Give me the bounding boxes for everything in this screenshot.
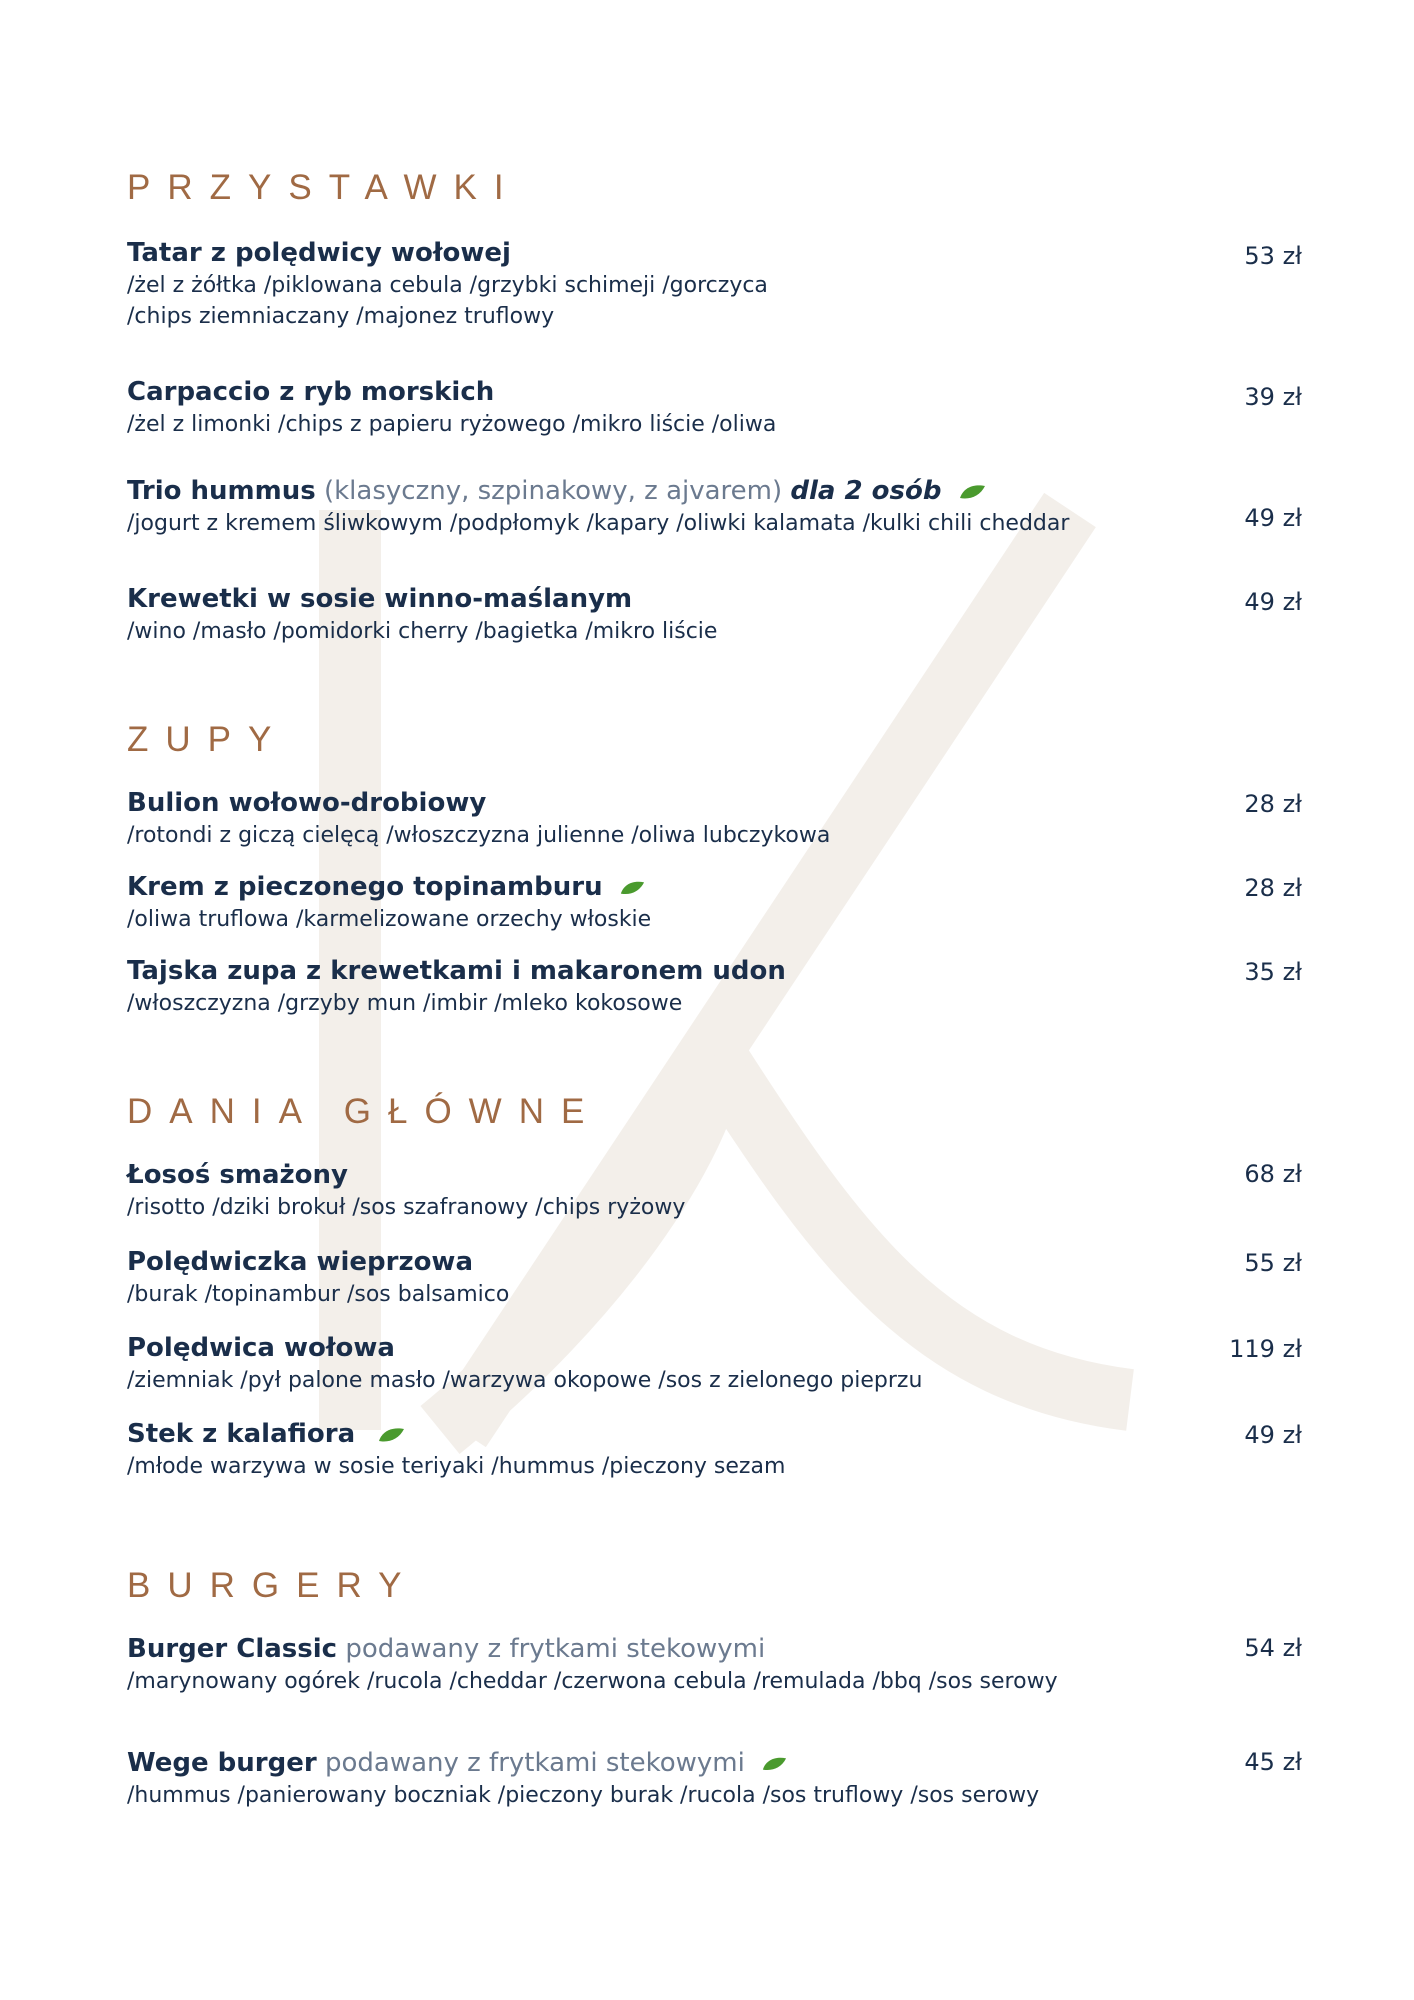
leaf-icon [958,484,986,500]
section-title-starters: PRZYSTAWKI [127,168,521,207]
menu-item-krem-topinambur [127,870,1302,935]
item-price: 53 zł [1244,242,1302,270]
item-price: 49 zł [1244,1421,1302,1449]
item-name: Stek z kalafiora [127,1419,356,1449]
item-description: /oliwa truflowa /karmelizowane orzechy włoskie [127,907,652,932]
menu-item-burger-classic [127,1632,1302,1697]
item-description: /burak /topinambur /sos balsamico [127,1282,510,1307]
item-description: /żel z żółtka /piklowana cebula /grzybki schimeji /gorczyca [127,273,768,298]
item-description: /marynowany ogórek /rucola /cheddar /czerwona cebula /remulada /bbq /sos serowy [127,1669,1058,1694]
item-description: /ziemniak /pył palone masło /warzywa okopowe /sos z zielonego pieprzu [127,1368,923,1393]
item-name: Trio hummus [127,476,316,506]
section-title-burgers: BURGERY [127,1566,419,1605]
menu-item-trio-hummus [127,474,1302,539]
item-description: /rotondi z giczą cielęcą /włoszczyzna julienne /oliwa lubczykowa [127,823,831,848]
item-price: 68 zł [1244,1160,1302,1188]
menu-item-wege-burger [127,1746,1302,1811]
item-name: Polędwiczka wieprzowa [127,1247,473,1277]
item-description: /jogurt z kremem śliwkowym /podpłomyk /kapary /oliwki kalamata /kulki chili cheddar [127,511,1070,536]
menu-item-bulion [127,786,1302,851]
menu-item-tajska-zupa [127,954,1302,1019]
item-price: 28 zł [1244,874,1302,902]
menu-item-stek-kalafior [127,1417,1302,1482]
menu-item-tatar [127,236,1302,332]
item-name: Polędwica wołowa [127,1333,395,1363]
item-price: 55 zł [1244,1249,1302,1277]
item-name: Wege burger [127,1748,317,1778]
leaf-icon [619,880,645,896]
item-description: /włoszczyzna /grzyby mun /imbir /mleko kokosowe [127,991,683,1016]
item-price: 54 zł [1244,1634,1302,1662]
menu-item-krewetki [127,582,1302,647]
menu-item-poledwiczka [127,1245,1302,1310]
item-name: Tatar z polędwicy wołowej [127,238,511,268]
item-name: Tajska zupa z krewetkami i makaronem udon [127,956,786,986]
leaf-icon [377,1427,405,1443]
item-price: 119 zł [1229,1335,1302,1363]
item-note: dla 2 osób [790,476,942,506]
item-name: Bulion wołowo-drobiowy [127,788,487,818]
item-price: 35 zł [1244,958,1302,986]
item-name: Krem z pieczonego topinamburu [127,872,603,902]
menu-item-carpaccio [127,375,1302,440]
item-price: 39 zł [1244,383,1302,411]
item-price: 28 zł [1244,790,1302,818]
item-description: /hummus /panierowany boczniak /pieczony burak /rucola /sos truflowy /sos serowy [127,1783,1040,1808]
item-description: /wino /masło /pomidorki cherry /bagietka /mikro liście [127,619,718,644]
item-price: 49 zł [1244,504,1302,532]
item-name: Łosoś smażony [127,1160,348,1190]
item-description: /risotto /dziki brokuł /sos szafranowy /chips ryżowy [127,1195,686,1220]
menu-item-losos [127,1158,1302,1223]
item-description: /żel z limonki /chips z papieru ryżowego /mikro liście /oliwa [127,412,777,437]
item-name: Krewetki w sosie winno-maślanym [127,584,633,614]
item-extra: podawany z frytkami stekowymi [345,1634,766,1664]
item-description: /chips ziemniaczany /majonez truflowy [127,304,555,329]
menu-item-poledwica [127,1331,1302,1396]
item-extra: (klasyczny, szpinakowy, z ajvarem) [323,476,783,506]
item-name: Carpaccio z ryb morskich [127,377,495,407]
item-price: 49 zł [1244,588,1302,616]
section-title-mains: DANIA GŁÓWNE [127,1092,602,1131]
item-name: Burger Classic [127,1634,338,1664]
leaf-icon [761,1756,787,1772]
section-title-soups: ZUPY [127,720,289,759]
item-description: /młode warzywa w sosie teriyaki /hummus /pieczony sezam [127,1454,786,1479]
item-extra: podawany z frytkami stekowymi [324,1748,745,1778]
item-price: 45 zł [1244,1748,1302,1776]
